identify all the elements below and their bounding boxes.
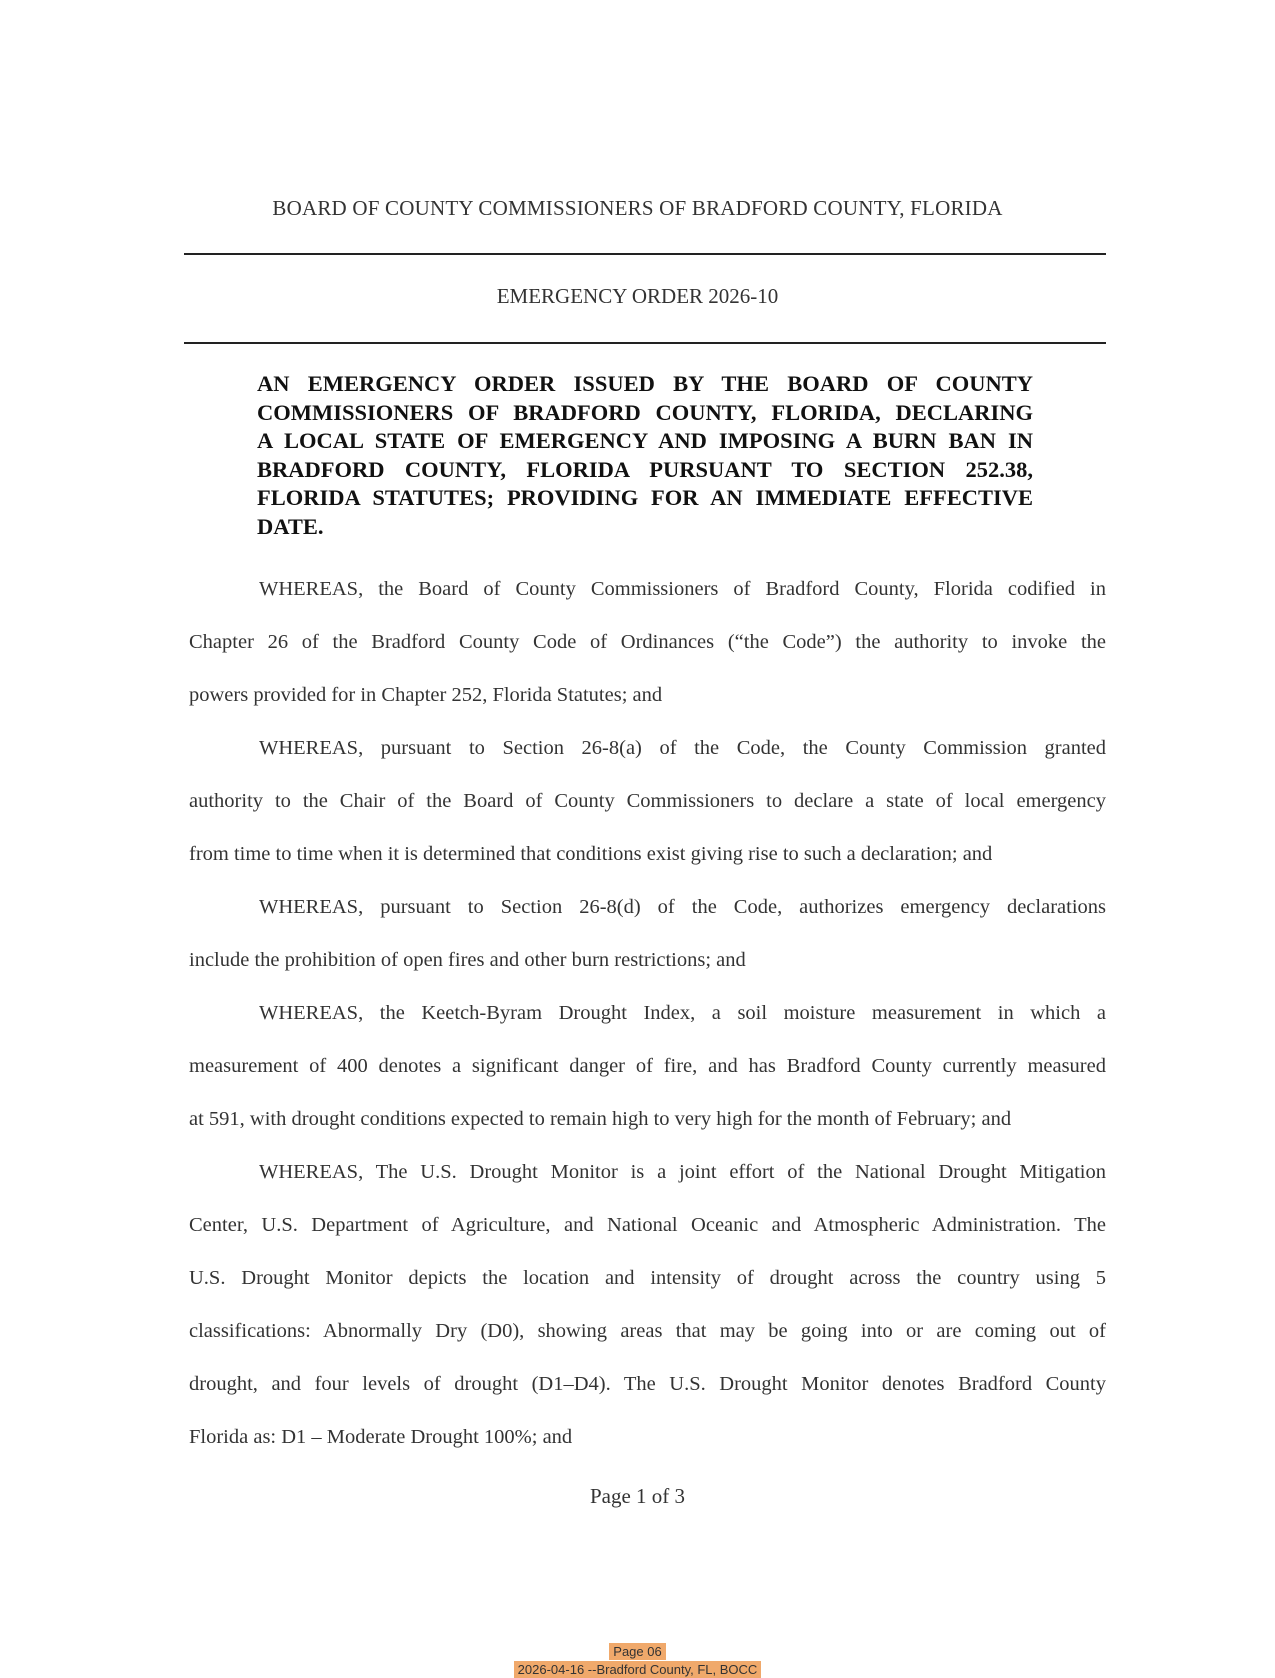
body-line: classifications: Abnormally Dry (D0), showing areas that may be going into or are coming out of — [189, 1320, 1106, 1342]
agenda-page-label: Page 06 — [609, 1643, 665, 1660]
heading-line: DATE. — [257, 513, 324, 539]
body-line: include the prohibition of open fires and other burn restrictions; and — [189, 949, 746, 971]
body-line: WHEREAS, the Board of County Commissioners of Bradford County, Florida codified in — [259, 578, 1106, 600]
body-line: drought, and four levels of drought (D1–D4). The U.S. Drought Monitor denotes Bradford County — [189, 1373, 1106, 1395]
title-divider-top — [184, 253, 1106, 255]
body-line: WHEREAS, pursuant to Section 26-8(a) of the Code, the County Commission granted — [259, 737, 1106, 759]
heading-line: COMMISSIONERS OF BRADFORD COUNTY, FLORIDA, DECLARING — [257, 399, 1033, 425]
order-number: EMERGENCY ORDER 2026-10 — [496, 284, 779, 308]
agenda-meeting-stamp — [0, 1661, 1275, 1678]
agenda-meeting-label: 2026-04-16 --Bradford County, FL, BOCC — [514, 1661, 762, 1678]
order-body — [189, 563, 1106, 1464]
body-line: from time to time when it is determined that conditions exist giving rise to such a declaration; and — [189, 843, 993, 865]
body-line: WHEREAS, pursuant to Section 26-8(d) of the Code, authorizes emergency declarations — [259, 896, 1106, 918]
order-heading — [257, 370, 1033, 541]
page-number: Page 1 of 3 — [589, 1484, 686, 1508]
body-line: Florida as: D1 – Moderate Drought 100%; and — [189, 1426, 573, 1448]
board-title: BOARD OF COUNTY COMMISSIONERS OF BRADFORD COUNTY, FLORIDA — [272, 196, 1003, 220]
body-line: WHEREAS, The U.S. Drought Monitor is a joint effort of the National Drought Mitigation — [259, 1161, 1106, 1183]
body-line: WHEREAS, the Keetch-Byram Drought Index, a soil moisture measurement in which a — [259, 1002, 1106, 1024]
body-line: powers provided for in Chapter 252, Florida Statutes; and — [189, 684, 663, 706]
heading-line: FLORIDA STATUTES; PROVIDING FOR AN IMMEDIATE EFFECTIVE — [257, 485, 1033, 510]
body-line: authority to the Chair of the Board of County Commissioners to declare a state of local emergency — [189, 790, 1106, 812]
body-line: at 591, with drought conditions expected to remain high to very high for the month of February; and — [189, 1108, 1012, 1130]
heading-line: AN EMERGENCY ORDER ISSUED BY THE BOARD OF COUNTY — [257, 371, 1033, 396]
agenda-page-stamp — [0, 1643, 1275, 1660]
title-divider-bottom — [184, 342, 1106, 344]
body-line: U.S. Drought Monitor depicts the location and intensity of drought across the country using 5 — [189, 1267, 1106, 1289]
heading-line: A LOCAL STATE OF EMERGENCY AND IMPOSING A BURN BAN IN — [257, 428, 1033, 453]
heading-line: BRADFORD COUNTY, FLORIDA PURSUANT TO SECTION 252.38, — [257, 456, 1033, 482]
body-line: measurement of 400 denotes a significant danger of fire, and has Bradford County currently measured — [189, 1055, 1106, 1077]
body-line: Center, U.S. Department of Agriculture, and National Oceanic and Atmospheric Administration. The — [189, 1214, 1106, 1236]
body-line: Chapter 26 of the Bradford County Code of Ordinances (“the Code”) the authority to invoke the — [189, 631, 1106, 653]
